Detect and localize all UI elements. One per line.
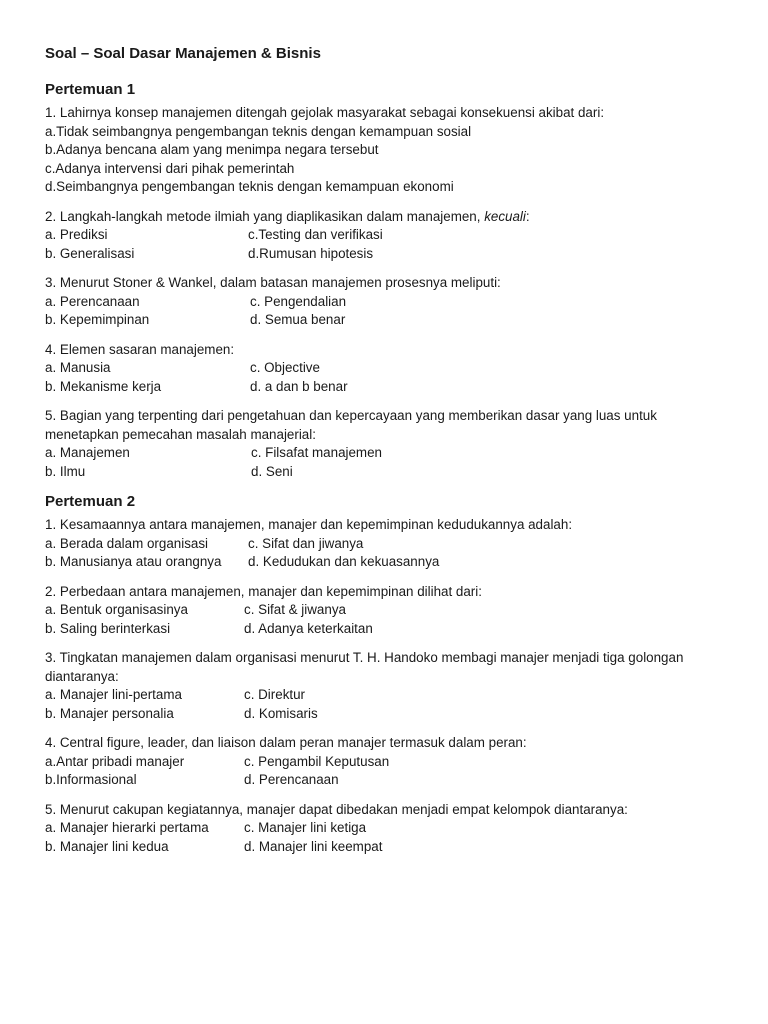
option-d: d. Manajer lini keempat <box>244 838 383 854</box>
question-text: 1. Lahirnya konsep manajemen ditengah gejolak masyarakat sebagai konsekuensi akibat dari: <box>45 105 605 120</box>
option-b: b. Generalisasi <box>45 245 135 261</box>
option-b: b. Manajer personalia <box>45 705 174 721</box>
option-d: d. Semua benar <box>250 312 346 327</box>
options-grid <box>45 601 735 638</box>
options-grid <box>45 819 735 856</box>
option-a: a. Manajer hierarki pertama <box>45 820 209 835</box>
question-3 <box>45 274 735 330</box>
question-2 <box>45 583 735 639</box>
option-c: c. Manajer lini ketiga <box>244 820 367 835</box>
option-d: d.Rumusan hipotesis <box>248 245 374 261</box>
option-c: c.Adanya intervensi dari pihak pemerintah <box>45 160 295 176</box>
options-grid <box>45 535 735 572</box>
option-d: d. Seni <box>251 463 293 479</box>
options-grid <box>45 293 735 330</box>
option-b: b. Manajer lini kedua <box>45 838 169 854</box>
option-d: d. Perencanaan <box>244 772 339 787</box>
question-text: 5. Bagian yang terpenting dari pengetahuan dan kepercayaan yang memberikan dasar yang luas untuk <box>45 408 657 423</box>
options-grid <box>45 444 735 481</box>
section-heading: Pertemuan 2 <box>45 493 136 510</box>
option-c: c. Direktur <box>244 687 306 702</box>
question-text-emphasis: kecuali <box>484 208 526 224</box>
options-grid <box>45 226 735 263</box>
options-grid <box>45 753 735 790</box>
question-2 <box>45 208 735 264</box>
option-c: c.Testing dan verifikasi <box>248 227 383 242</box>
option-d: d.Seimbangnya pengembangan teknis dengan kemampuan ekonomi <box>45 179 454 194</box>
question-5 <box>45 801 735 857</box>
option-d: d. a dan b benar <box>250 378 348 394</box>
section-heading: Pertemuan 1 <box>45 81 136 98</box>
option-b: b.Adanya bencana alam yang menimpa negara tersebut <box>45 142 379 157</box>
option-c: c. Sifat dan jiwanya <box>248 535 364 551</box>
question-text <box>45 208 735 227</box>
question-1 <box>45 516 735 572</box>
section-pertemuan-2 <box>45 492 735 856</box>
option-a: a.Tidak seimbangnya pengembangan teknis dengan kemampuan sosial <box>45 123 472 139</box>
question-text: 4. Elemen sasaran manajemen: <box>45 341 235 357</box>
option-d: d. Komisaris <box>244 705 318 721</box>
option-b: b. Mekanisme kerja <box>45 378 162 394</box>
question-3 <box>45 649 735 723</box>
option-a: a.Antar pribadi manajer <box>45 753 185 769</box>
question-4 <box>45 734 735 790</box>
option-c: c. Pengambil Keputusan <box>244 753 390 769</box>
question-text: 3. Menurut Stoner & Wankel, dalam batasan manajemen prosesnya meliputi: <box>45 275 501 290</box>
option-a: a. Manajemen <box>45 445 130 460</box>
option-c: c. Sifat & jiwanya <box>244 602 346 617</box>
option-b: b.Informasional <box>45 772 137 787</box>
options-grid <box>45 686 735 723</box>
option-b: b. Kepemimpinan <box>45 312 150 327</box>
option-c: c. Objective <box>250 360 320 375</box>
question-text: 4. Central figure, leader, dan liaison dalam peran manajer termasuk dalam peran: <box>45 735 527 750</box>
option-d: d. Adanya keterkaitan <box>244 620 373 636</box>
options-grid <box>45 359 735 396</box>
option-a: a. Manusia <box>45 360 111 375</box>
option-a: a. Manajer lini-pertama <box>45 687 182 702</box>
option-a: a. Bentuk organisasinya <box>45 602 188 617</box>
option-a: a. Perencanaan <box>45 293 140 309</box>
question-text: 5. Menurut cakupan kegiatannya, manajer dapat dibedakan menjadi empat kelompok diantaranya: <box>45 801 628 817</box>
option-b: b. Saling berinterkasi <box>45 620 171 636</box>
question-text-end: : <box>525 208 530 224</box>
section-pertemuan-1 <box>45 80 735 481</box>
option-b: b. Manusianya atau orangnya <box>45 554 222 569</box>
option-d: d. Kedudukan dan kekuasannya <box>248 554 440 569</box>
option-c: c. Filsafat manajemen <box>251 445 382 460</box>
question-text-cont: diantaranya: <box>45 668 119 684</box>
question-text: 1. Kesamaannya antara manajemen, manajer dan kepemimpinan kedudukannya adalah: <box>45 517 573 532</box>
question-5 <box>45 407 735 481</box>
option-a: a. Berada dalam organisasi <box>45 535 209 551</box>
question-4 <box>45 341 735 397</box>
question-text-cont: menetapkan pemecahan masalah manajerial: <box>45 426 316 442</box>
question-text-main: 2. Langkah-langkah metode ilmiah yang diaplikasikan dalam manajemen, <box>45 208 485 224</box>
document-page <box>45 44 735 867</box>
option-b: b. Ilmu <box>45 463 86 479</box>
question-1 <box>45 104 735 197</box>
option-c: c. Pengendalian <box>250 293 347 309</box>
question-text: 3. Tingkatan manajemen dalam organisasi menurut T. H. Handoko membagi manajer menjadi tiga golongan <box>45 650 684 665</box>
question-text: 2. Perbedaan antara manajemen, manajer dan kepemimpinan dilihat dari: <box>45 583 482 599</box>
document-title: Soal – Soal Dasar Manajemen & Bisnis <box>45 45 321 62</box>
option-a: a. Prediksi <box>45 227 108 242</box>
